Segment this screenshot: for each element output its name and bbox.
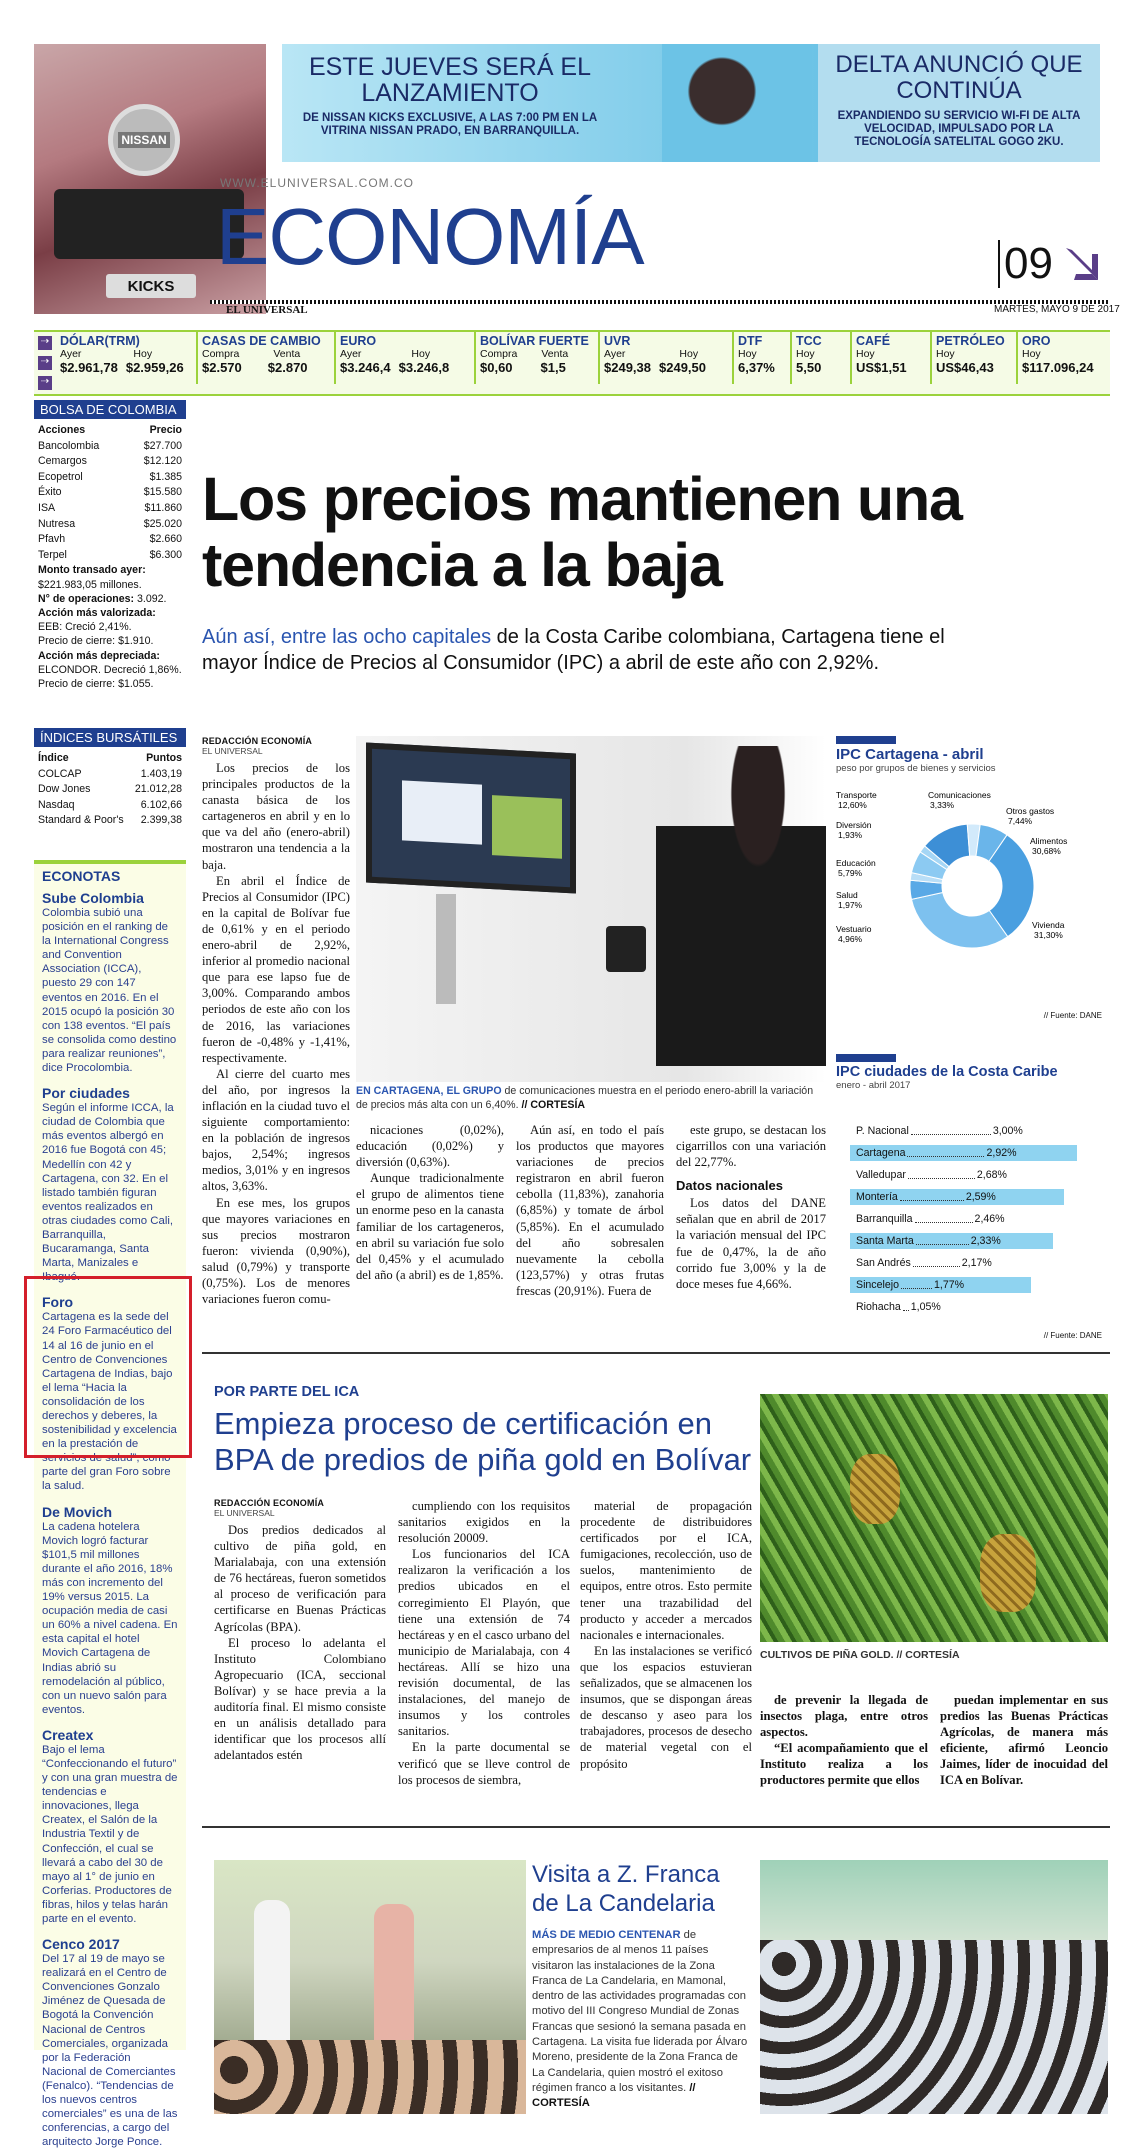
pina-col-3	[580, 1498, 752, 1772]
masthead-rule	[210, 300, 1110, 304]
pie-label: Otros gastos	[1006, 806, 1055, 816]
article-paragraph: puedan implementar en sus predios las Buenas Prácticas Agrícolas, de manera más eficiente, afirmó Leoncio Jaimes, líder de inocuidad del ICA en Bolívar.	[940, 1693, 1108, 1788]
section-title: ECONOMÍA	[216, 192, 644, 281]
pie-label: Comunicaciones	[928, 790, 991, 800]
person	[656, 746, 826, 1066]
zona-photo-right	[760, 1860, 1108, 2114]
bar-chart-subtitle: enero - abril 2017	[836, 1080, 911, 1091]
pineapple-1	[850, 1454, 900, 1524]
main-col-4	[676, 1122, 826, 1292]
bar-row	[836, 1230, 1108, 1252]
article-paragraph: Los precios de los principales productos de la canasta básica de los cartageneros en abril y en lo que va del año (enero-abril) mostraron una tendencia a la baja.	[202, 761, 350, 872]
econota-text: Bajo el lema “Confeccionando el futuro” y con una gran muestra de tendencias e innovaciones, llega Createx, el Salón de la Industria Textil y de Confección, el cual se llevará a cabo del 30 de mayo al 1° de junio en Corferias. Productores de fibras, hilos y telas harán parte en el evento.	[42, 1743, 178, 1925]
datos-nacionales-heading: Datos nacionales	[676, 1178, 783, 1194]
nissan-logo: NISSAN	[108, 104, 180, 176]
article-paragraph: En la parte documental se verificó que se lleve control de los procesos de siembra,	[398, 1740, 570, 1787]
bar-category: Barranquilla	[856, 1213, 913, 1225]
index-row: Nasdaq 6.102,66	[38, 798, 182, 811]
econota-text: Colombia subió una posición en el ranking de la International Congress and Convention Association (ICCA), puesto 29 con 147 eventos en 2016. En el 2015 ocupó la posición 30 con 138 eventos. “El país se consolida como destino para realizar reuniones”, dice Procolombia.	[42, 907, 177, 1075]
article-paragraph: Los datos del DANE señalan que en abril de 2017 la variación mensual del IPC fue de 0,47%, la de año corrido fue 3,00% y la de doce meses fue 4,66%.	[676, 1196, 826, 1291]
ad-delta-headline: DELTA ANUNCIÓ QUE CONTINÚA	[835, 51, 1083, 104]
ticker-uvr: UVR Ayer Hoy $249,38 $249,50	[598, 332, 732, 384]
main-photo	[356, 736, 826, 1082]
bar-dots	[913, 1259, 960, 1267]
bar-row	[836, 1164, 1108, 1186]
ticker-dtf: DTF Hoy 6,37%	[732, 332, 790, 384]
bar-row	[836, 1274, 1108, 1296]
pie-label: Transporte	[836, 790, 877, 800]
site-url[interactable]: WWW.ELUNIVERSAL.COM.CO	[220, 176, 415, 190]
pineapple-2	[980, 1534, 1036, 1612]
econota-heading: Sube Colombia	[42, 890, 144, 906]
bar-row	[836, 1208, 1108, 1230]
index-row: COLCAP 1.403,19	[38, 767, 182, 780]
econota-text: Cartagena es la sede del 24 Foro Farmacéutico del 14 al 16 de junio en el Centro de Convenciones Cartagena de Indias, bajo el lema “Hacia la consolidación de los derechos y deberes, la sostenibilidad y excelencia en la prestación de servicios de salud”, como parte del gran Foro sobre la salud.	[42, 1311, 177, 1493]
bar-dots	[915, 1215, 973, 1223]
pie-label: Vivienda	[1032, 920, 1065, 930]
stock-row: ISA $11.860	[38, 501, 182, 514]
ticker-cafe: CAFÉ Hoy US$1,51	[850, 332, 930, 384]
article-paragraph: Aunque tradicionalmente el grupo de alimentos tiene un enorme peso en la canasta familiar de los cartageneros, en abril su variación fue solo del 0,45% y el acumulado del año (a abril) es de 1,85%.	[356, 1171, 504, 1282]
stock-row: Ecopetrol $1.385	[38, 470, 182, 483]
stock-row: Terpel $6.300	[38, 548, 182, 561]
bar-value: 2,59%	[965, 1191, 996, 1203]
pina-col-4	[760, 1692, 928, 1789]
stock-row: Pfavh $2.660	[38, 533, 182, 546]
arrow-up-icon: ⇢	[38, 336, 52, 350]
pie-label: 1,93%	[838, 830, 863, 840]
main-deck: Aún así, entre las ocho capitales de la Costa Caribe colombiana, Cartagena tiene el mayor Índice de Precios al Consumidor (IPC) a abril de este año con 2,92%.	[202, 626, 945, 674]
pie-label: 3,33%	[930, 800, 955, 810]
article-paragraph: “El acompañamiento que el Instituto realiza a los productores permite que ellos	[760, 1741, 928, 1788]
pie-chart-title: IPC Cartagena - abril	[836, 746, 984, 763]
zona-headline: Visita a Z. Franca de La Candelaria	[532, 1861, 720, 1917]
indices-box: ÍNDICES BURSÁTILES Índice Puntos COLCAP 1.403,19 Dow Jones 21.012,28 Nasdaq 6.102,66 Standard & Poor's 2.399,38	[34, 728, 186, 829]
article-paragraph: En las instalaciones se verificó que los espacios estuvieran señalizados, que se almacenen los insumos, que se dispongan áreas de descanso y aseo para los trabajadores, procesos de desecho de material vegetal con el propósito	[580, 1643, 752, 1771]
bar-dots	[911, 1127, 991, 1135]
zona-photo-left	[214, 1860, 526, 2114]
ad-person-photo	[662, 44, 812, 162]
section-divider-1	[202, 1352, 1110, 1354]
pie-chart-bar	[836, 736, 896, 744]
bar-value: 2,33%	[970, 1235, 1001, 1247]
bar-category: Cartagena	[856, 1147, 906, 1159]
main-photo-caption: EN CARTAGENA, EL GRUPO de comunicaciones muestra en el periodo enero-abrill la variación de precios más alta con un 6,40%. // CORTESÍA	[356, 1085, 814, 1111]
article-paragraph: nicaciones (0,02%), educación (0,02%) y diversión (0,63%).	[356, 1123, 504, 1170]
car-model-plate: KICKS	[106, 274, 196, 298]
pie-chart-block	[836, 736, 1108, 1022]
bar-row	[836, 1186, 1108, 1208]
pie-label: Diversión	[836, 820, 872, 830]
pie-label: 31,30%	[1034, 930, 1063, 940]
bar-value: 2,46%	[974, 1213, 1005, 1225]
econota-heading: Cenco 2017	[42, 1936, 120, 1953]
pina-photo	[760, 1394, 1108, 1642]
ad-delta-text: EXPANDIENDO SU SERVICIO WI-FI DE ALTA VELOCIDAD, IMPULSADO POR LA TECNOLOGÍA SATELITAL GOGO 2KU.	[837, 110, 1081, 148]
section-divider-2	[202, 1826, 1110, 1828]
bar-category: Valledupar	[856, 1169, 906, 1181]
pie-label: Salud	[836, 890, 858, 900]
bar-row	[836, 1252, 1108, 1274]
pie-label: 30,68%	[1032, 846, 1061, 856]
bar-value: 3,00%	[992, 1125, 1023, 1137]
article-paragraph: de prevenir la llegada de insectos plaga, entre otros aspectos.	[760, 1693, 928, 1740]
ticker-bolivar: BOLÍVAR FUERTE Compra Venta $0,60 $1,5	[474, 332, 598, 384]
pie-label: 7,44%	[1008, 816, 1033, 826]
stock-row: Nutresa $25.020	[38, 517, 182, 530]
bar-dots	[901, 1281, 932, 1289]
main-col-2	[356, 1122, 504, 1283]
monitor	[366, 742, 576, 893]
article-paragraph: este grupo, se destacan los cigarrillos con una variación del 22,77%.	[676, 1123, 826, 1170]
article-paragraph: Al cierre del cuarto mes del año, por ingresos la inflación en la ciudad tuvo el siguiente comportamiento: en la población de ingresos bajos, 2,54%; ingresos medios, 3,01% y en ingresos altos, 3,63%.	[202, 1066, 350, 1194]
article-paragraph: El proceso lo adelanta el Instituto Colombiano Agropecuario (ICA, seccional Bolívar) y se hace previa a la auditoría final. El mismo consiste en un análisis detallado para identificar que los procesos allí adelantados estén	[214, 1635, 386, 1763]
ticker-casas-cambio: CASAS DE CAMBIO Compra Venta $2.570 $2.870	[196, 332, 334, 384]
page-number: 09	[998, 240, 1053, 288]
bar-row	[836, 1120, 1108, 1142]
bar-category: Santa Marta	[856, 1235, 914, 1247]
bar-value: 2,92%	[986, 1147, 1017, 1159]
pie-chart	[836, 786, 1108, 1006]
foro-highlight-box	[24, 1276, 192, 1458]
pina-col-5	[940, 1692, 1108, 1789]
arrow-down-icon: ⇢	[38, 356, 52, 370]
econota-heading: Foro	[42, 1294, 74, 1311]
market-ticker	[34, 330, 1110, 396]
bar-chart-source: // Fuente: DANE	[1043, 1331, 1102, 1340]
main-headline: Los precios mantienen una tendencia a la baja	[202, 465, 962, 599]
arrow-right-icon: ⇢	[38, 376, 52, 390]
article-paragraph: cumpliendo con los requisitos sanitarios exigidos en la resolución 20009.	[398, 1499, 570, 1546]
stock-row: Éxito $15.580	[38, 486, 182, 499]
pina-kicker: POR PARTE DEL ICA	[214, 1384, 360, 1400]
econota-heading: De Movich	[42, 1503, 113, 1520]
pina-headline: Empieza proceso de certificación en BPA de predios de piña gold en Bolívar	[214, 1406, 752, 1477]
pie-chart-source: // Fuente: DANE	[1043, 1011, 1102, 1020]
econota-heading: Createx	[42, 1726, 94, 1743]
index-row: Standard & Poor's 2.399,38	[38, 814, 182, 827]
pie-label: 12,60%	[838, 800, 867, 810]
econota-text: Según el informe ICCA, la ciudad de Colombia que más eventos albergó en 2016 fue Bogotá con 45; Medellín con 42 y Cartagena, con 32. En el listado también figuran eventos realizados en otras ciudades como Cali, Barranquilla, Bucaramanga, Santa Marta, Manizales e Ibagué.	[42, 1102, 174, 1284]
bar-value: 1,05%	[910, 1301, 941, 1313]
bar-category: Montería	[856, 1191, 898, 1203]
stock-row: Bancolombia $27.700	[38, 439, 182, 452]
article-paragraph: Los funcionarios del ICA realizaron la verificación a los predios ubicados en el corregimiento El Playón, que tiene una extensión de 74 hectáreas y en el casco urbano del municipio de Marialabaja, con 4 hectáreas. Allí se hizo una revisión documental, de las instalaciones, del manejo de insumos y los controles sanitarios.	[398, 1547, 570, 1739]
ticker-tcc: TCC Hoy 5,50	[790, 332, 850, 384]
bar-value: 2,68%	[976, 1169, 1007, 1181]
ticker-oro: ORO Hoy $117.096,24	[1016, 332, 1110, 384]
pie-label: 4,96%	[838, 934, 863, 944]
bar-value: 1,77%	[934, 1279, 965, 1291]
econota-text: Del 17 al 19 de mayo se realizará en el Centro de Convenciones Gonzalo Jiménez de Quesada de Bogotá la Convención Nacional de Centros Comerciales, organizada por la Federación Nacional de Comerciantes (Fenalco). “Tendencias de los nuevos centros comerciales” es una de las conferencias, a cargo del arquitecto Jorge Ponce.	[42, 1953, 178, 2149]
bar-value: 2,17%	[961, 1257, 992, 1269]
ad-banner-nissan[interactable]	[282, 44, 818, 162]
bar-dots	[900, 1193, 964, 1201]
pie-label: Vestuario	[836, 924, 872, 934]
paper-name: EL UNIVERSAL	[226, 304, 308, 316]
bar-category: P. Nacional	[856, 1125, 909, 1137]
ad-nissan-text: DE NISSAN KICKS EXCLUSIVE, A LAS 7:00 PM EN LA VITRINA NISSAN PRADO, EN BARRANQUILLA.	[302, 112, 598, 137]
article-paragraph: Aún así, en todo el país los productos que mayores variaciones de precios registraron en abril fueron cebolla (11,83%), zanahoria (6,85%) y tomate de árbol (5,85%). En el acumulado del año sobresalen nuevamente la cebolla (123,57%) y otras frutas frescas (20,91%). Fuera de	[516, 1123, 664, 1298]
bar-category: San Andrés	[856, 1257, 911, 1269]
pie-label: Alimentos	[1030, 836, 1068, 846]
main-col-1: REDACCIÓN ECONOMÍA EL UNIVERSAL Los precios de los principales productos de la canasta básica de los cartageneros en abril y en lo que va del año (enero-abril) mostraron una tendencia a la baja. En abril el Índice de Precios al Consumidor (IPC) en la capital de Bolívar fue de 0,61% y en el periodo enero-abril de 2,92%, inferior al promedio nacional que para ese lapso fue de 3,00%. Comparando ambos periodos de este año con los de 2016, las variaciones fueron de -0,48% y -1,41%, respectivamente. Al cierre del cuarto mes del año, por ingresos la inflación en la ciudad tuvo el siguiente comportamiento: en la población de ingresos bajos, 2,54%; ingresos medios, 3,01% y en ingresos altos, 3,63%. En ese mes, los grupos que mayores variaciones en sus precios mostraron fueron: vivienda (0,90%), salud (0,79%) y transporte (0,75%). Los de menores variaciones fueron comu-	[202, 736, 350, 1307]
bar-dots	[907, 1149, 984, 1157]
ad-nissan-headline: ESTE JUEVES SERÁ EL LANZAMIENTO	[308, 53, 592, 107]
econotas-title: ECONOTAS	[42, 868, 121, 884]
zona-body: MÁS DE MEDIO CENTENAR de empresarios de al menos 11 países visitaron las instalaciones de la Zona Franca de La Candelaria, en Mamonal, dentro de las actividades programadas con motivo del III Congreso Mundial de Zonas Francas que sesionó la semana pasada en Cartagena. La visita fue liderada por Álvaro Moreno, presidente de la Zona Franca de La Candelaria, quien mostró el exitoso régimen franco a los visitantes. // CORTESÍA	[532, 1929, 748, 2110]
pie-label: Educación	[836, 858, 876, 868]
issue-date: MARTES, MAYO 9 DE 2017	[994, 304, 1120, 315]
article-paragraph: material de propagación procedente de distribuidores certificados por el ICA, fumigaciones, recolección, uso de suelos, mantenimiento de equipos, entre otros. Esto permite tener una trazabilidad del producto y acceder a mercados nacionales e internacionales.	[580, 1499, 752, 1642]
bar-chart-bar	[836, 1054, 896, 1062]
bar-category: Riohacha	[856, 1301, 901, 1313]
pina-photo-caption: CULTIVOS DE PIÑA GOLD. // CORTESÍA	[760, 1649, 960, 1661]
econota-heading: Por ciudades	[42, 1085, 130, 1102]
ticker-dolar: DÓLAR(TRM) Ayer Hoy $2.961,78 $2.959,26	[60, 334, 184, 375]
pina-col-2	[398, 1498, 570, 1788]
pie-label: 5,79%	[838, 868, 863, 878]
econota-text: La cadena hotelera Movich logró facturar $101,5 mil millones durante el año 2016, 18% más con incremento del 19% versus 2015. La ocupación media de casi un 60% a nivel cadena. En esta capital el hotel Movich Cartagena de Indias abrió su remodelación al público, con un nuevo salón para eventos.	[42, 1520, 178, 1716]
bar-chart-title: IPC ciudades de la Costa Caribe	[836, 1064, 1058, 1080]
bar-dots	[908, 1171, 975, 1179]
ticker-euro: EURO Ayer Hoy $3.246,4 $3.246,8	[334, 332, 474, 384]
ticker-petroleo: PETRÓLEO Hoy US$46,43	[930, 332, 1016, 384]
pie-chart-subtitle: peso por grupos de bienes y servicios	[836, 763, 996, 774]
bolsa-box: BOLSA DE COLOMBIA Acciones Precio Bancolombia $27.700 Cemargos $12.120 Ecopetrol $1.385 Éxito $15.580 ISA $11.860 Nutresa $25.020 Pfavh $2.660 Terpel $6.300 Monto transado ayer: $221.983,05 millones. N° de operaciones: 3.092. Acción más valorizada: EEB: Creció 2,41%. Precio de cierre: $1.910. Acción más depreciada: ELCONDOR. Decreció 1,86%. Precio de cierre: $1.055.	[34, 400, 186, 691]
bar-row	[836, 1296, 1108, 1318]
bolsa-title: BOLSA DE COLOMBIA	[34, 400, 186, 419]
pina-col-1: REDACCIÓN ECONOMÍA EL UNIVERSAL Dos predios dedicados al cultivo de piña gold, en Marialabaja, con una extensión de 76 hectáreas, fueron sometidos al proceso de verificación para certificarse en Buenas Prácticas Agrícolas (BPA). El proceso lo adelanta el Instituto Colombiano Agropecuario (ICA, seccional Bolívar) y se hace previa a la auditoría final. El mismo consiste en un análisis detallado para identificar que los procesos allí adelantados estén	[214, 1498, 386, 1763]
article-paragraph: Dos predios dedicados al cultivo de piña gold, en Marialabaja, con una extensión de 76 hectáreas, fueron sometidos al proceso de verificación para certificarse en Buenas Prácticas Agrícolas (BPA).	[214, 1523, 386, 1634]
index-row: Dow Jones 21.012,28	[38, 783, 182, 796]
stock-row: Cemargos $12.120	[38, 455, 182, 468]
bar-category: Sincelejo	[856, 1279, 899, 1291]
article-paragraph: En abril el Índice de Precios al Consumidor (IPC) en la capital de Bolívar fue de 0,61% y en el periodo enero-abril de 2,92%, inferior al promedio nacional que para ese lapso fue de 3,00%. Comparando ambos periodos de este año con los de 2016, las variaciones fueron de -0,48% y -1,41%, respectivamente.	[202, 873, 350, 1065]
bar-row	[836, 1142, 1108, 1164]
pie-label: 1,97%	[838, 900, 863, 910]
arrow-down-right-icon	[1062, 244, 1102, 284]
bar-chart-block	[836, 1054, 1108, 1344]
ad-banner-delta[interactable]	[818, 44, 1100, 162]
phone-on-stand	[606, 926, 646, 972]
bar-dots	[916, 1237, 969, 1245]
main-col-3	[516, 1122, 664, 1299]
pie-slice-vivienda	[911, 892, 1007, 948]
indices-title: ÍNDICES BURSÁTILES	[34, 728, 186, 747]
monitor-stand	[436, 894, 456, 1004]
bar-chart	[836, 1120, 1108, 1318]
article-paragraph: En ese mes, los grupos que mayores variaciones en sus precios mostraron fueron: vivienda (0,90%), salud (0,79%) y transporte (0,75%). Los de menores variaciones fueron comu-	[202, 1195, 350, 1307]
bar-dots	[903, 1303, 909, 1311]
